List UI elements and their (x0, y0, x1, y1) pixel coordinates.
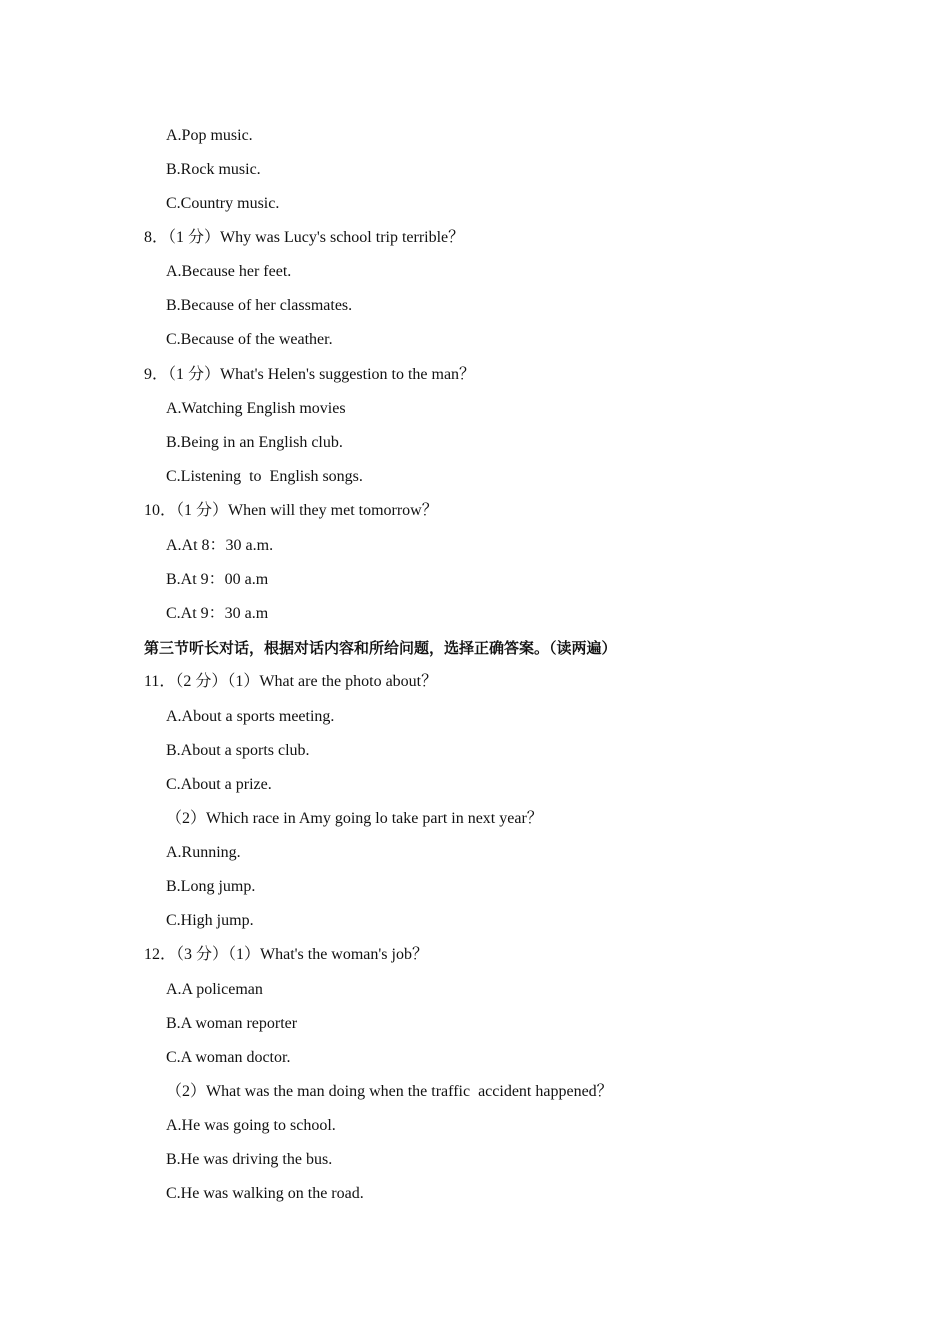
option-q7-a: A.Pop music. (166, 127, 253, 144)
question-8: 8．（1 分）Why was Lucy's school trip terrible？ (144, 229, 465, 246)
option-q12-1-a: A.A policeman (166, 981, 263, 998)
option-q8-c: C.Because of the weather. (166, 331, 333, 348)
question-11-sub-2: （2）Which race in Amy going lo take part in next year？ (166, 810, 543, 827)
option-q11-1-c: C.About a prize. (166, 776, 272, 793)
option-q10-a: A.At 8：30 a.m. (166, 537, 274, 554)
option-q11-2-a: A.Running. (166, 844, 241, 861)
option-q12-1-c: C.A woman doctor. (166, 1049, 291, 1066)
option-q8-a: A.Because her feet. (166, 263, 292, 280)
option-q10-c: C.At 9：30 a.m (166, 605, 269, 622)
section-heading: 第三节听长对话，根据对话内容和所给问题，选择正确答案。（读两遍） (144, 639, 617, 657)
option-q11-2-c: C.High jump. (166, 912, 254, 929)
option-q7-b: B.Rock music. (166, 161, 261, 178)
option-q12-2-c: C.He was walking on the road. (166, 1185, 364, 1202)
option-q7-c: C.Country music. (166, 195, 280, 212)
question-9: 9．（1 分）What's Helen's suggestion to the man？ (144, 366, 476, 383)
option-q11-2-b: B.Long jump. (166, 878, 256, 895)
option-q12-2-a: A.He was going to school. (166, 1117, 336, 1134)
option-q12-1-b: B.A woman reporter (166, 1015, 298, 1032)
option-q8-b: B.Because of her classmates. (166, 297, 353, 314)
question-10: 10．（1 分）When will they met tomorrow？ (144, 502, 438, 519)
option-q12-2-b: B.He was driving the bus. (166, 1151, 333, 1168)
option-q9-a: A.Watching English movies (166, 400, 346, 417)
question-12: 12．（3 分）（1）What's the woman's job？ (144, 946, 428, 963)
question-11: 11．（2 分）（1）What are the photo about？ (144, 673, 438, 690)
option-q9-b: B.Being in an English club. (166, 434, 343, 451)
option-q9-c: C.Listening to English songs. (166, 468, 363, 485)
option-q10-b: B.At 9：00 a.m (166, 571, 269, 588)
question-12-sub-2: （2）What was the man doing when the traffic accident happened？ (166, 1083, 613, 1100)
option-q11-1-a: A.About a sports meeting. (166, 708, 335, 725)
option-q11-1-b: B.About a sports club. (166, 742, 310, 759)
